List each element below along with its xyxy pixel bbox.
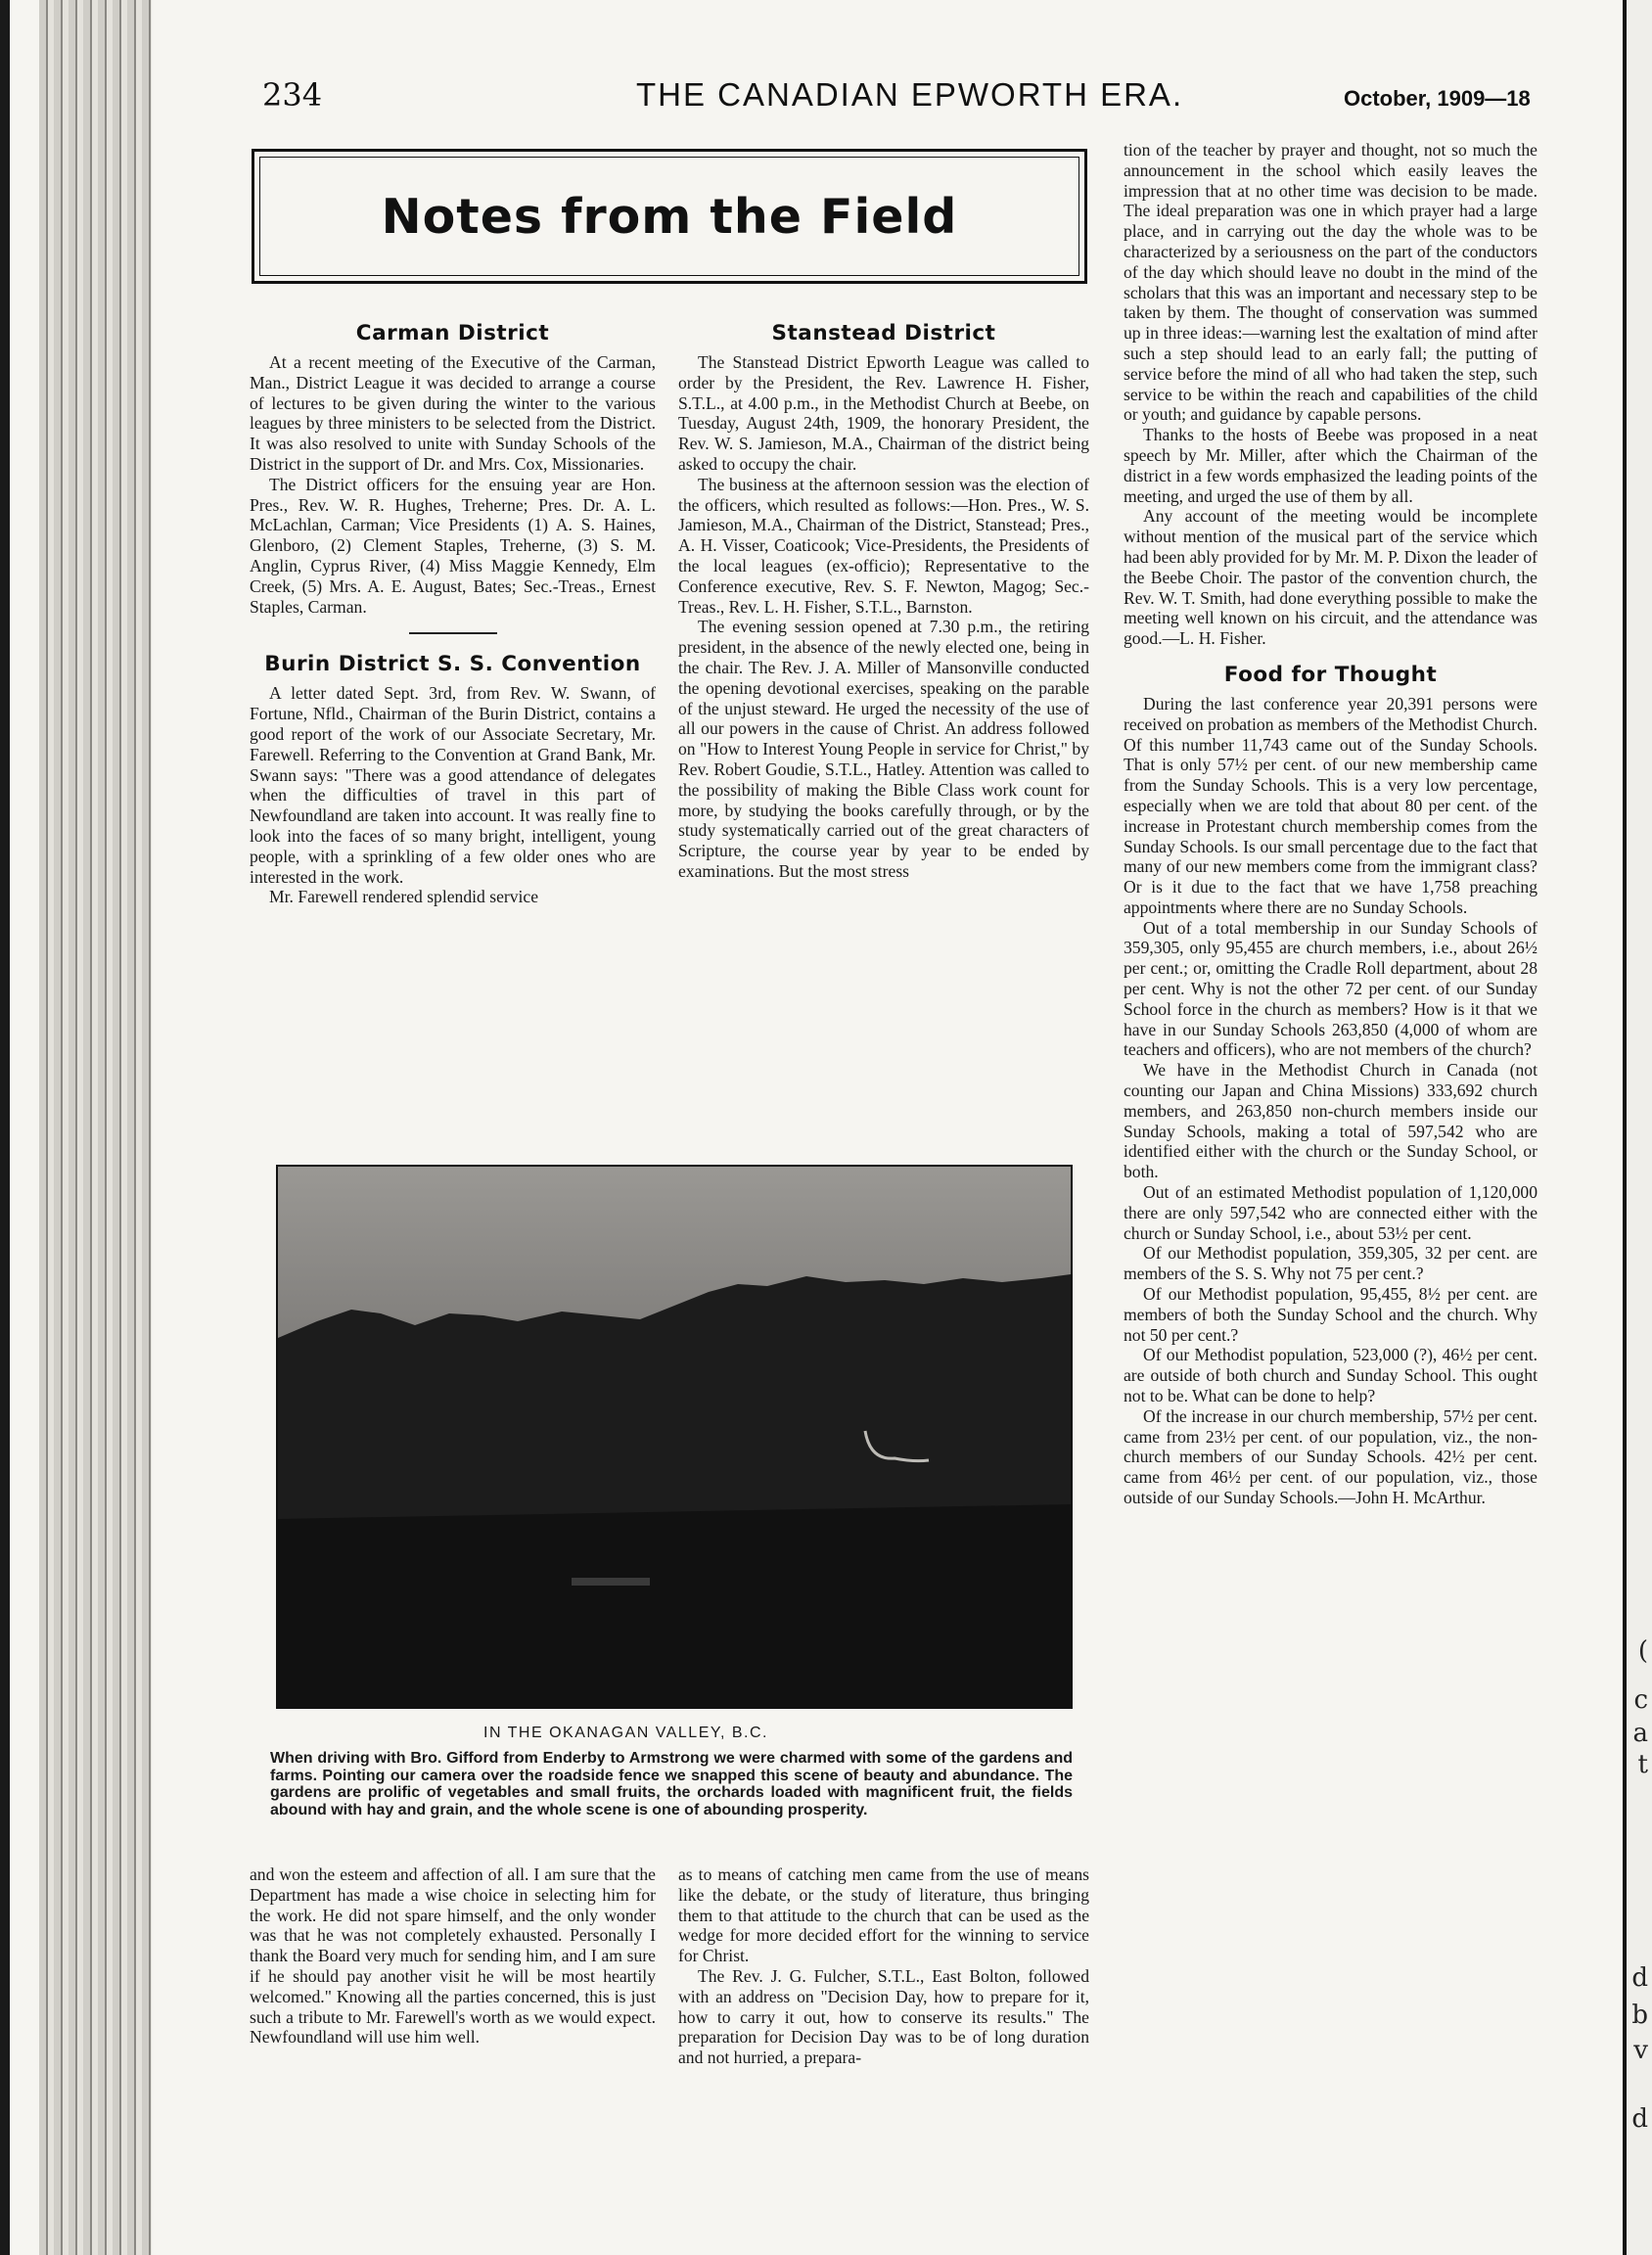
paragraph: tion of the teacher by prayer and thought, not so much the announcement in the school which easily leaves the impression that at no other time was decision to be made. The ideal preparation was one in which prayer had a large place, and in carrying out the day the whole was to be characterized by a seriousness on the part of the conductors of the day which should leave no doubt in the mind of the scholars that this was an important and necessary step to be taken by them. The thought of conservation was summed up in three ideas:—warning lest the exaltation of mind after such a step should lead to an early fall; the putting of service before the mind of all who had taken the step, such service to be within the reach and capabilities of the child or youth; and guidance by capable persons. xyxy=(1124,140,1537,425)
column-2-bottom xyxy=(678,1864,1089,2068)
edge-letter: d xyxy=(1631,1963,1648,1993)
column-1-top xyxy=(250,321,656,907)
paragraph: The Stanstead District Epworth League was called to order by the President, the Rev. Lawrence H. Fisher, S.T.L., at 4.00 p.m., in the Methodist Church at Beebe, on Tuesday, August 24th, 1909, the honorary President, the Rev. W. S. Jamieson, M.A., Chairman of the district being asked to occupy the chair. xyxy=(678,352,1089,474)
heading-carman-district: Carman District xyxy=(355,321,550,345)
edge-letter: v xyxy=(1633,2036,1648,2065)
edge-letter: b xyxy=(1631,2001,1648,2030)
paragraph: Thanks to the hosts of Beebe was proposed in a neat speech by Mr. Miller, after which the Chairman of the district in a few words emphasized the leading points of the meeting, and urged the use of them by all. xyxy=(1124,425,1537,506)
paragraph: Of the increase in our church membership, 57½ per cent. came from 23½ per cent. of our population, viz., the non-church members of our Sunday Schools. 42½ per cent. came from 46½ per cent. of our population, viz., those outside of our Sunday Schools.—John H. McArthur. xyxy=(1124,1405,1537,1507)
paragraph: During the last conference year 20,391 persons were received on probation as members of the Methodist Church. Of this number 11,743 came out of the Sunday Schools. That is only 57½ per cent. of our new membership came from the Sunday Schools. This is a very low percentage, especially when we are told that about 80 per cent. of the increase in Protestant church membership comes from the Sunday Schools. Is our small percentage due to the fact that many of our new members come from the immigrant class? Or is it due to the fact that we have 1,758 preaching appointments where there are no Sunday Schools. xyxy=(1124,693,1537,917)
section-title: Notes from the Field xyxy=(381,188,958,245)
paragraph: We have in the Methodist Church in Canada (not counting our Japan and China Missions) 333,692 church members, and 263,850 non-church members inside our Sunday Schools, making a total of 597,542 who are identified either with the church or the Sunday School, or both. xyxy=(1124,1060,1537,1182)
paragraph: Of our Methodist population, 95,455, 8½ per cent. are members of both the Sunday School and the church. Why not 50 per cent.? xyxy=(1124,1284,1537,1345)
paragraph: as to means of catching men came from the use of means like the debate, or the study of literature, thus bringing them to that attitude to the church that can be used as the wedge for more decided effort for the winning to service for Christ. xyxy=(678,1864,1089,1966)
heading-stanstead-district: Stanstead District xyxy=(771,321,996,345)
section-divider xyxy=(409,632,497,634)
edge-letter: ( xyxy=(1637,1636,1648,1666)
photo-caption-title: IN THE OKANAGAN VALLEY, B.C. xyxy=(483,1725,768,1741)
edge-letter: d xyxy=(1631,2104,1648,2134)
paragraph: Out of a total membership in our Sunday Schools of 359,305, only 95,455 are church members, i.e., about 26½ per cent.; or, omitting the Cradle Roll department, about 28 per cent. Why is not the other 72 per cent. of our Sunday School force in the church as members? How is it that we have in our Sunday Schools 263,850 (4,000 of whom are teachers and officers), who are not members of the church? xyxy=(1124,917,1537,1060)
edge-letter: a xyxy=(1632,1719,1648,1748)
scan-border-left xyxy=(0,0,10,2255)
issue-date: October, 1909—18 xyxy=(1344,86,1531,111)
heading-food-for-thought: Food for Thought xyxy=(1223,662,1438,687)
edge-letter: c xyxy=(1633,1685,1648,1715)
photo-caption-text: When driving with Bro. Gifford from Enderby to Armstrong we were charmed with some of the gardens and farms. Pointing our camera over the roadside fence we snapped this scene of beauty and abundance. The gardens are prolific of vegetables and small fruits, the orchards loaded with magnificent fruit, the fields abound with hay and grain, and the whole scene is one of abounding prosperity. xyxy=(270,1750,1073,1818)
okanagan-valley-photo xyxy=(276,1165,1073,1709)
paragraph: Mr. Farewell rendered splendid service xyxy=(269,887,539,907)
paragraph: Any account of the meeting would be incomplete without mention of the musical part of the service which had been ably provided for by Mr. M. P. Dixon the leader of the Beebe Choir. The pastor of the convention church, the Rev. W. T. Smith, had done everything possible to make the meeting well known on his circuit, and the attendance was good.—L. H. Fisher. xyxy=(1124,506,1537,649)
paragraph: The Rev. J. G. Fulcher, S.T.L., East Bolton, followed with an address on "Decision Day, how to prepare for it, how to carry it out, how to conserve its results." The preparation for Decision Day was to be of long duration and not hurried, a prepara- xyxy=(678,1965,1089,2068)
paragraph: A letter dated Sept. 3rd, from Rev. W. Swann, of Fortune, Nfld., Chairman of the Burin District, contains a good report of the work of our Associate Secretary, Mr. Farewell. Referring to the Convention at Grand Bank, Mr. Swann says: "There was a good attendance of delegates when the difficulties of travel in this part of Newfoundland are taken into account. It was really fine to look into the faces of so many bright, intelligent, young people, with a sprinkling of a few older ones who are interested in the work. xyxy=(250,683,656,887)
paragraph: The business at the afternoon session was the election of the officers, which resulted as follows:—Hon. Pres., W. S. Jamieson, M.A., Chairman of the District, Stanstead; Pres., A. H. Visser, Coaticook; Vice-Presidents, the Presidents of the local leagues (ex-officio); Representative to the Conference executive, Rev. S. F. Newton, Magog; Sec.-Treas., Rev. L. H. Fisher, S.T.L., Barnston. xyxy=(678,474,1089,617)
heading-burin-district: Burin District S. S. Convention xyxy=(264,652,641,677)
paragraph: The District officers for the ensuing year are Hon. Pres., Rev. W. R. Hughes, Treherne; Pres. Dr. A. L. McLachlan, Carman; Vice Presidents (1) A. S. Haines, Glenboro, (2) Clement Staples, Treherne, (3) S. M. Anglin, Cyprus River, (4) Miss Maggie Kennedy, Elm Creek, (5) Mrs. A. E. August, Bates; Sec.-Treas., Ernest Staples, Carman. xyxy=(250,474,656,617)
paragraph: Out of an estimated Methodist population of 1,120,000 there are only 597,542 who are connected either with the church or Sunday School, i.e., about 53½ per cent. xyxy=(1124,1182,1537,1243)
page-number: 234 xyxy=(262,76,323,114)
book-page-edges xyxy=(39,0,152,2255)
section-title-box xyxy=(252,149,1087,284)
edge-letter: t xyxy=(1637,1750,1648,1779)
paragraph: The evening session opened at 7.30 p.m., the retiring president, in the absence of the newly elected one, being in the chair. The Rev. J. A. Miller of Mansonville conducted the opening devotional exercises, speaking on the parable of the unjust steward. He urged the necessity of the use of all our powers in the cause of Christ. An address followed on "How to Interest Young People in service for Christ," by Rev. Robert Goudie, S.T.L., Hatley. Attention was called to the possibility of making the Bible Class work count for more, by studying the books carefully through, or by the study systematically carried out of the great characters of Scripture, the course year by year to be ended by examinations. But the most stress xyxy=(678,617,1089,881)
paragraph: and won the esteem and affection of all. I am sure that the Department has made a wise choice in selecting him for the work. He did not spare himself, and the only wonder was that he was not completely exhausted. Personally I thank the Board very much for sending him, and I am sure if he should pay another visit he will be most heartily welcomed." Knowing all the parties concerned, this is just such a tribute to Mr. Farewell's worth as we would expect. Newfoundland will use him well. xyxy=(250,1864,656,2048)
column-3 xyxy=(1124,140,1537,1508)
paragraph: At a recent meeting of the Executive of the Carman, Man., District League it was decided to arrange a course of lectures to be given during the winter to the various leagues by three ministers to be selected from the District. It was also resolved to unite with Sunday Schools of the District in the support of Dr. and Mrs. Cox, Missionaries. xyxy=(250,352,656,474)
paragraph: Of our Methodist population, 523,000 (?), 46½ per cent. are outside of both church and Sunday School. This ought not to be. What can be done to help? xyxy=(1124,1345,1537,1406)
photo-landscape xyxy=(278,1167,1071,1707)
column-2-top xyxy=(678,321,1089,882)
column-1-bottom xyxy=(250,1864,656,2048)
publication-title: THE CANADIAN EPWORTH ERA. xyxy=(636,76,1184,113)
paragraph: Of our Methodist population, 359,305, 32 per cent. are members of the S. S. Why not 75 per cent.? xyxy=(1124,1243,1537,1284)
adjacent-page-strip xyxy=(1623,0,1652,2255)
